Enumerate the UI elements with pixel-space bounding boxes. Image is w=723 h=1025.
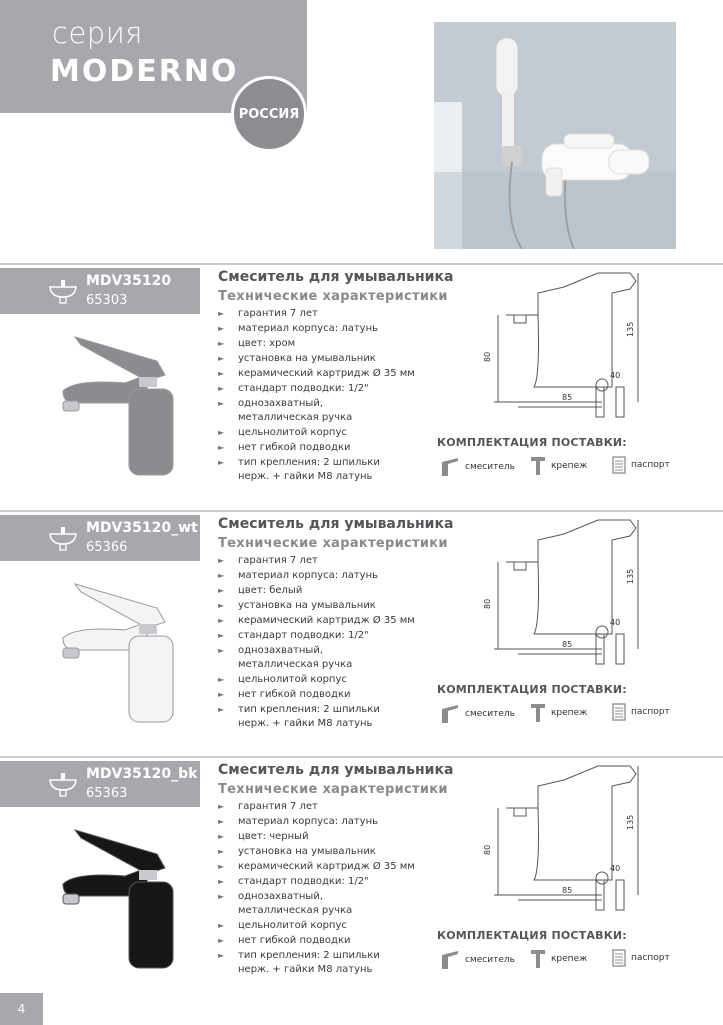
kit-label: смеситель: [465, 462, 515, 472]
spec-item: [218, 949, 415, 977]
fasteners-icon: [530, 703, 546, 723]
kit-label: смеситель: [465, 709, 515, 719]
section-divider: [0, 510, 723, 512]
section-divider: [0, 263, 723, 265]
kit-item-passport: [612, 703, 670, 721]
spec-text: установка на умывальник: [238, 600, 376, 611]
dim-spout-reach: 85: [562, 886, 573, 895]
washbasin-icon: [48, 524, 78, 552]
product-image: [45, 578, 195, 728]
product-article: 65363: [86, 786, 128, 801]
product-header: [0, 761, 200, 807]
kit-item-passport: [612, 456, 670, 474]
kit-label: смеситель: [465, 955, 515, 965]
spec-item: [218, 919, 415, 933]
product-article: 65366: [86, 540, 128, 555]
spec-text: однозахватный, металлическая ручка: [238, 398, 353, 423]
product-header: [0, 268, 200, 314]
spec-item: [218, 644, 415, 672]
spec-text: цельнолитой корпус: [238, 920, 347, 931]
dim-diameter: 40: [610, 618, 621, 627]
spec-item: [218, 688, 415, 702]
kit-item-mixer: [440, 456, 515, 478]
product-title: Смеситель для умывальника: [218, 516, 454, 532]
spec-text: цельнолитой корпус: [238, 427, 347, 438]
kit-label: паспорт: [631, 460, 670, 470]
spec-item: [218, 397, 415, 425]
dimension-drawing-box: [478, 760, 658, 915]
spec-item: [218, 569, 415, 583]
washbasin-icon: [48, 770, 78, 798]
section-divider: [0, 756, 723, 758]
kit-item-passport: [612, 949, 670, 967]
fasteners-icon: [530, 456, 546, 476]
spec-text: однозахватный, металлическая ручка: [238, 891, 353, 916]
dimension-drawing: [478, 760, 658, 915]
spec-text: установка на умывальник: [238, 353, 376, 364]
bath-faucet-photo: [434, 22, 676, 249]
spec-text: однозахватный, металлическая ручка: [238, 645, 353, 670]
dim-height-spout: 80: [483, 844, 492, 855]
dim-spout-reach: 85: [562, 640, 573, 649]
product-article: 65303: [86, 293, 128, 308]
product-subtitle: Технические характеристики: [218, 536, 448, 551]
kit-label: крепеж: [551, 461, 588, 471]
kit-item-fasteners: [530, 949, 587, 969]
series-name: MODERNO: [50, 54, 239, 89]
dim-diameter: 40: [610, 371, 621, 380]
dimension-drawing-box: [478, 267, 658, 422]
spec-text: стандарт подводки: 1/2": [238, 876, 369, 887]
spec-item: [218, 322, 415, 336]
product-header: [0, 515, 200, 561]
kit-label: крепеж: [551, 708, 588, 718]
spec-item: [218, 673, 415, 687]
kit-item-fasteners: [530, 703, 587, 723]
spec-item: [218, 614, 415, 628]
kit-heading: КОМПЛЕКТАЦИЯ ПОСТАВКИ:: [437, 929, 627, 942]
spec-item: [218, 456, 415, 484]
washbasin-icon: [48, 277, 78, 305]
kit-item-fasteners: [530, 456, 587, 476]
product-subtitle: Технические характеристики: [218, 782, 448, 797]
spec-text: цельнолитой корпус: [238, 674, 347, 685]
spec-item: [218, 845, 415, 859]
hero-photo: [434, 22, 676, 249]
spec-item: [218, 629, 415, 643]
faucet-photo: [45, 578, 195, 728]
spec-text: керамический картридж Ø 35 мм: [238, 368, 415, 379]
spec-text: керамический картридж Ø 35 мм: [238, 861, 415, 872]
country-badge: РОССИЯ: [231, 76, 307, 152]
dimension-drawing: [478, 514, 658, 669]
spec-item: [218, 875, 415, 889]
product-image: [45, 331, 195, 481]
dim-height-spout: 80: [483, 598, 492, 609]
mixer-icon: [440, 456, 460, 478]
spec-text: тип крепления: 2 шпильки нерж. + гайки М8 латунь: [238, 950, 380, 975]
spec-list: [218, 307, 415, 485]
spec-item: [218, 934, 415, 948]
spec-item: [218, 830, 415, 844]
dim-height-total: 135: [626, 321, 635, 337]
spec-list: [218, 554, 415, 732]
spec-text: цвет: белый: [238, 585, 303, 596]
spec-item: [218, 367, 415, 381]
spec-text: стандарт подводки: 1/2": [238, 630, 369, 641]
kit-label: паспорт: [631, 953, 670, 963]
spec-item: [218, 554, 415, 568]
kit-label: паспорт: [631, 707, 670, 717]
dimension-drawing-box: [478, 514, 658, 669]
product-image: [45, 824, 195, 974]
spec-item: [218, 426, 415, 440]
dim-diameter: 40: [610, 864, 621, 873]
spec-text: цвет: черный: [238, 831, 309, 842]
kit-heading: КОМПЛЕКТАЦИЯ ПОСТАВКИ:: [437, 683, 627, 696]
kit-heading: КОМПЛЕКТАЦИЯ ПОСТАВКИ:: [437, 436, 627, 449]
passport-icon: [612, 949, 626, 967]
spec-text: установка на умывальник: [238, 846, 376, 857]
spec-item: [218, 307, 415, 321]
spec-text: тип крепления: 2 шпильки нерж. + гайки М8 латунь: [238, 457, 380, 482]
mixer-icon: [440, 949, 460, 971]
faucet-photo: [45, 824, 195, 974]
page-number: 4: [0, 993, 43, 1025]
kit-item-mixer: [440, 949, 515, 971]
product-model: MDV35120: [86, 273, 172, 289]
product-title: Смеситель для умывальника: [218, 762, 454, 778]
spec-item: [218, 890, 415, 918]
dim-height-spout: 80: [483, 351, 492, 362]
spec-text: гарантия 7 лет: [238, 555, 318, 566]
passport-icon: [612, 456, 626, 474]
product-model: MDV35120_wt: [86, 520, 198, 536]
spec-item: [218, 800, 415, 814]
spec-text: цвет: хром: [238, 338, 296, 349]
spec-text: материал корпуса: латунь: [238, 570, 379, 581]
spec-text: тип крепления: 2 шпильки нерж. + гайки М8 латунь: [238, 704, 380, 729]
spec-item: [218, 352, 415, 366]
spec-item: [218, 441, 415, 455]
faucet-photo: [45, 331, 195, 481]
spec-item: [218, 599, 415, 613]
spec-text: керамический картридж Ø 35 мм: [238, 615, 415, 626]
passport-icon: [612, 703, 626, 721]
dim-height-total: 135: [626, 814, 635, 830]
spec-text: нет гибкой подводки: [238, 935, 351, 946]
dimension-drawing: [478, 267, 658, 422]
spec-item: [218, 337, 415, 351]
spec-item: [218, 815, 415, 829]
spec-text: стандарт подводки: 1/2": [238, 383, 369, 394]
dim-spout-reach: 85: [562, 393, 573, 402]
spec-text: гарантия 7 лет: [238, 801, 318, 812]
spec-item: [218, 860, 415, 874]
spec-text: материал корпуса: латунь: [238, 323, 379, 334]
spec-text: материал корпуса: латунь: [238, 816, 379, 827]
spec-item: [218, 584, 415, 598]
product-model: MDV35120_bk: [86, 766, 198, 782]
spec-text: нет гибкой подводки: [238, 689, 351, 700]
product-title: Смеситель для умывальника: [218, 269, 454, 285]
fasteners-icon: [530, 949, 546, 969]
mixer-icon: [440, 703, 460, 725]
spec-item: [218, 382, 415, 396]
kit-label: крепеж: [551, 954, 588, 964]
kit-item-mixer: [440, 703, 515, 725]
dim-height-total: 135: [626, 568, 635, 584]
spec-list: [218, 800, 415, 978]
spec-text: нет гибкой подводки: [238, 442, 351, 453]
product-subtitle: Технические характеристики: [218, 289, 448, 304]
spec-item: [218, 703, 415, 731]
series-prefix: серия: [52, 16, 143, 50]
spec-text: гарантия 7 лет: [238, 308, 318, 319]
